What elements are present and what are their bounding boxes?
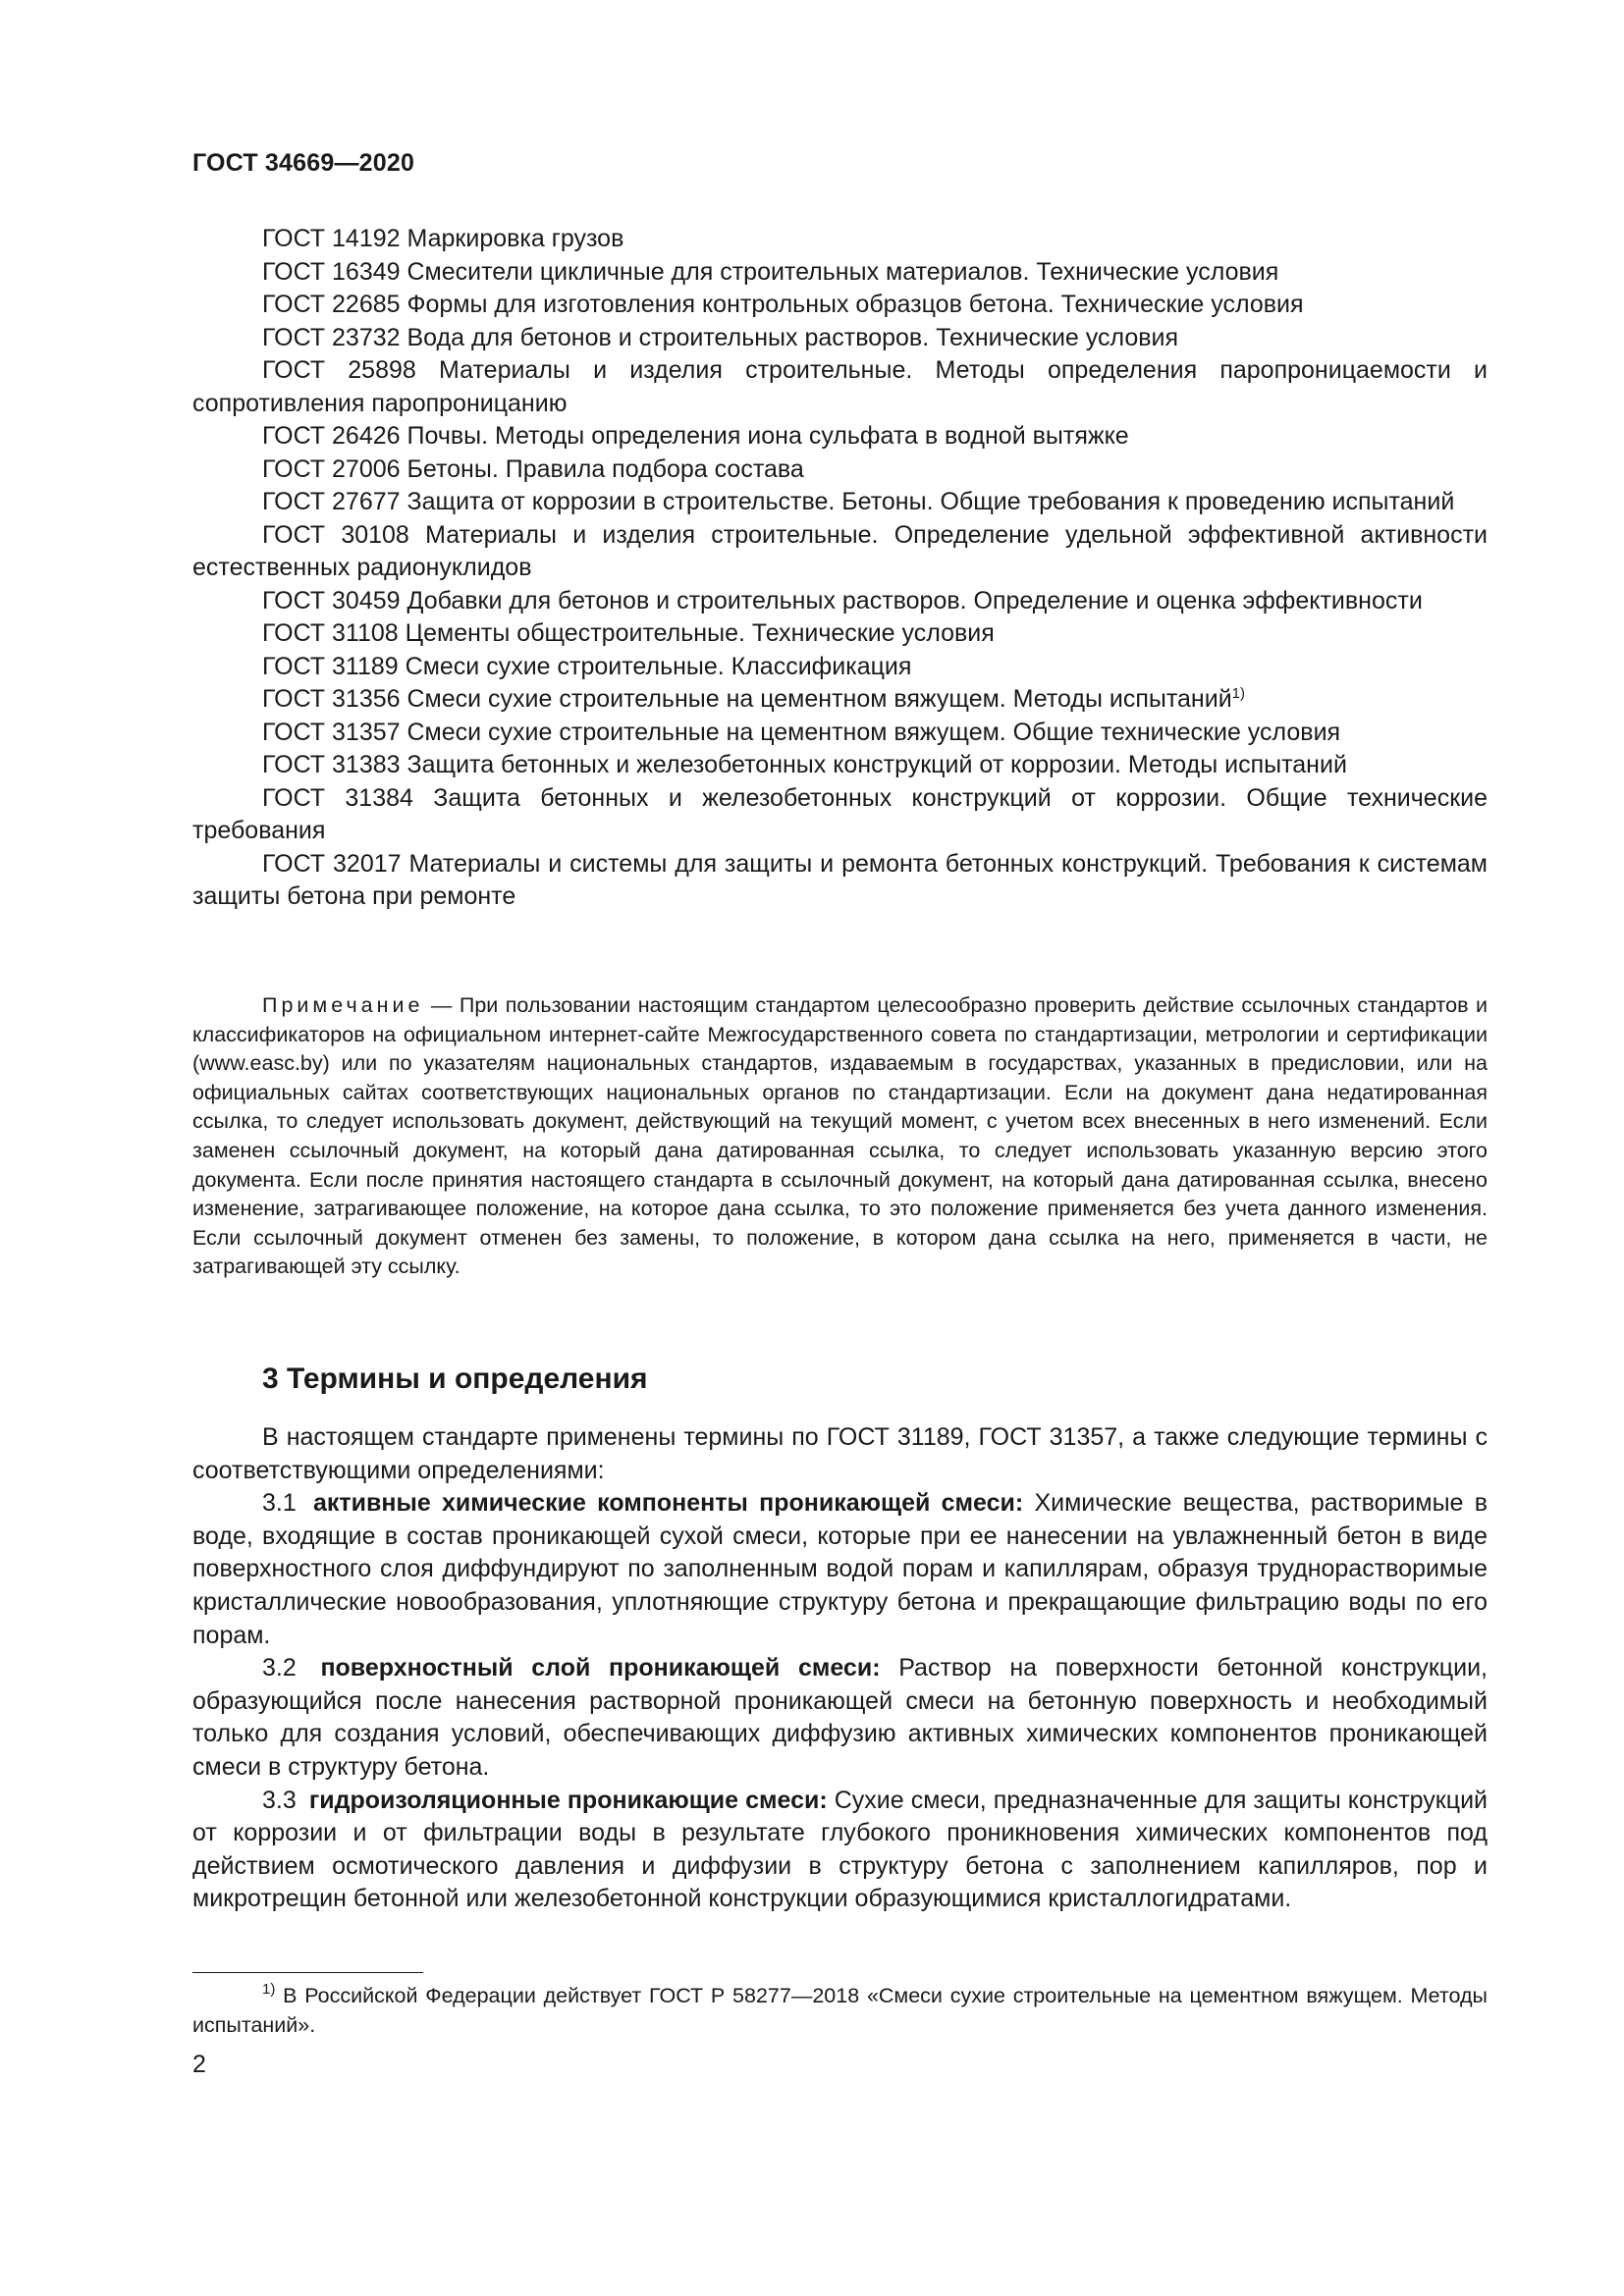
reference-title: Смеси сухие строительные. Классификация (405, 652, 912, 680)
reference-item (192, 289, 1488, 322)
normative-references-list (192, 223, 1488, 914)
reference-code: ГОСТ 22685 (262, 291, 401, 318)
reference-code: ГОСТ 26426 (262, 422, 401, 450)
term-number: 3.3 (262, 1786, 297, 1814)
reference-item (192, 486, 1488, 519)
reference-item (192, 585, 1488, 618)
reference-item (192, 223, 1488, 256)
note-text: При пользовании настоящим стандартом целесообразно проверить действие ссылочных стандартов и классификаторов на официальном интернет-сайте Межгосударственного совета по стандартизации, метрологии и сертификации (www.easc.by) или по указателям национальных стандартов, издаваемым в государствах, указанных в предисловии, или на официальных сайтах соответствующих национальных органов по стандартизации. Если на документ дана недатированная ссылка, то следует использовать документ, действующий на текущий момент, с учетом всех внесенных в него изменений. Если заменен ссылочный документ, на который дана датированная ссылка, то следует использовать указанную версию этого документа. Если после принятия настоящего стандарта в ссылочный документ, на который дана датированная ссылка, внесено изменение, затрагивающее положение, на которое дана ссылка, то это положение применяется без учета данного изменения. Если ссылочный документ отменен без замены, то положение, в котором дана ссылка на него, применяется в части, не затрагивающей эту ссылку. (192, 993, 1488, 1279)
terms-section (192, 1421, 1488, 1916)
reference-code: ГОСТ 25898 (262, 356, 416, 384)
reference-code: ГОСТ 16349 (262, 257, 401, 286)
reference-title: Формы для изготовления контрольных образцов бетона. Технические условия (406, 291, 1304, 318)
reference-item (192, 717, 1488, 750)
reference-title: Защита бетонных и железобетонных конструкций от коррозии. Общие технические требования (192, 783, 1488, 844)
footnote-text: В Российской Федерации действует ГОСТ Р 58277—2018 «Смеси сухие строительные на цементном вяжущем. Методы испытаний». (192, 1984, 1488, 2037)
term-name: поверхностный слой проникающей смеси: (320, 1654, 881, 1682)
reference-title: Почвы. Методы определения иона сульфата в водной вытяжке (406, 422, 1129, 450)
section-intro: В настоящем стандарте применены термины по ГОСТ 31189, ГОСТ 31357, а также следующие термины с соответствующими определениями: (192, 1423, 1488, 1484)
term-entry (192, 1785, 1488, 1916)
note-dash: — (423, 993, 460, 1017)
reference-title: Смеси сухие строительные на цементном вяжущем. Общие технические условия (406, 718, 1341, 746)
reference-item (192, 354, 1488, 420)
term-definition: Химические вещества, растворимые в воде, входящие в состав проникающей сухой смеси, которые при ее нанесении на увлажненный бетон в виде поверхностного слоя диффундируют по заполненным водой порам и капиллярам, образуя труднорастворимые кристаллические новообразования, уплотняющие структуру бетона и прекращающие фильтрацию воды по его порам. (192, 1489, 1488, 1649)
reference-item (192, 322, 1488, 355)
reference-code: ГОСТ 23732 (262, 323, 401, 351)
page-number: 2 (192, 2051, 206, 2078)
reference-code: ГОСТ 30459 (262, 586, 401, 614)
reference-title: Цементы общестроительные. Технические условия (405, 619, 995, 647)
reference-title: Материалы и изделия строительные. Методы определения паропроницаемости и сопротивления паропроницанию (192, 356, 1489, 417)
footnote (192, 1982, 1488, 2040)
section-title: 3 Термины и определения (262, 1362, 648, 1395)
reference-title: Бетоны. Правила подбора состава (406, 454, 804, 483)
term-entry (192, 1652, 1488, 1784)
reference-title: Материалы и изделия строительные. Определение удельной эффективной активности естественных радионуклидов (192, 520, 1488, 581)
term-number: 3.1 (262, 1489, 297, 1518)
reference-title: Маркировка грузов (406, 225, 624, 252)
reference-title: Материалы и системы для защиты и ремонта бетонных конструкций. Требования к системам защиты бетона при ремонте (192, 849, 1488, 910)
reference-code: ГОСТ 30108 (262, 520, 409, 549)
term-entry (192, 1487, 1488, 1652)
reference-item (192, 454, 1488, 487)
term-name: гидроизоляционные проникающие смеси: (308, 1786, 828, 1814)
reference-item (192, 256, 1488, 290)
reference-code: ГОСТ 14192 (262, 225, 401, 252)
note-label: Примечание (262, 993, 424, 1017)
reference-code: ГОСТ 31356 (262, 685, 401, 713)
reference-title: Смеси сухие строительные на цементном вяжущем. Методы испытаний (406, 685, 1232, 713)
reference-item (192, 683, 1488, 717)
reference-item (192, 749, 1488, 782)
reference-title: Защита от коррозии в строительстве. Бетоны. Общие требования к проведению испытаний (406, 488, 1455, 515)
reference-title: Вода для бетонов и строительных растворов. Технические условия (406, 323, 1179, 351)
document-header: ГОСТ 34669—2020 (192, 149, 415, 177)
reference-code: ГОСТ 31108 (262, 619, 399, 647)
reference-code: ГОСТ 27677 (262, 488, 401, 515)
footnote-divider (192, 1972, 423, 1973)
reference-item (192, 420, 1488, 454)
footnote-mark: 1) (262, 1981, 276, 1998)
reference-item (192, 782, 1488, 848)
reference-item (192, 848, 1488, 914)
reference-code: ГОСТ 32017 (262, 849, 402, 878)
term-name: активные химические компоненты проникающей смеси: (313, 1489, 1024, 1518)
reference-code: ГОСТ 31357 (262, 718, 401, 746)
term-number: 3.2 (262, 1654, 297, 1682)
term-definition: Раствор на поверхности бетонной конструкции, образующийся после нанесения растворной проникающей смеси на бетонную поверхность и необходимый только для создания условий, обеспечивающих диффузию активных химических компонентов проникающей смеси в структуру бетона. (192, 1654, 1488, 1781)
reference-item (192, 651, 1488, 684)
footnote-reference-mark: 1) (1231, 685, 1246, 702)
term-definition: Сухие смеси, предназначенные для защиты конструкций от коррозии и от фильтрации воды в результате глубокого проникновения химических компонентов под действием осмотического давления и диффузии в структуру бетона с заполнением капилляров, пор и микротрещин бетонной или железобетонной конструкции образующимися кристаллогидратами. (192, 1786, 1488, 1913)
reference-title: Добавки для бетонов и строительных растворов. Определение и оценка эффективности (406, 586, 1423, 614)
reference-item (192, 617, 1488, 651)
reference-code: ГОСТ 31384 (262, 783, 413, 812)
reference-title: Смесители цикличные для строительных материалов. Технические условия (406, 257, 1279, 286)
reference-item (192, 519, 1488, 585)
reference-title: Защита бетонных и железобетонных конструкций от коррозии. Методы испытаний (406, 751, 1347, 778)
reference-code: ГОСТ 31383 (262, 751, 401, 778)
reference-code: ГОСТ 31189 (262, 652, 399, 680)
note-paragraph (192, 991, 1488, 1282)
reference-code: ГОСТ 27006 (262, 454, 401, 483)
